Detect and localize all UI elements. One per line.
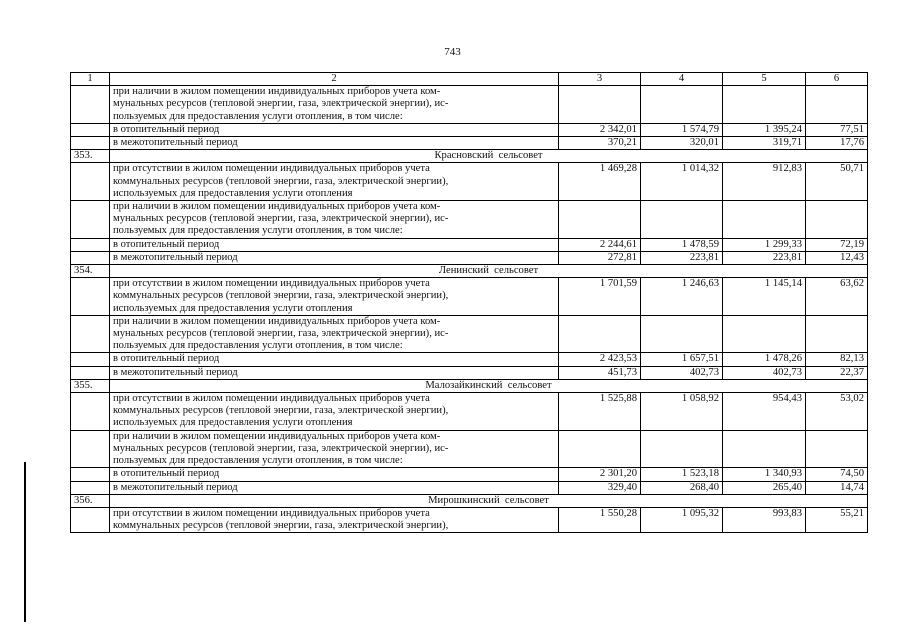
value-cell: 223,81 bbox=[641, 251, 723, 264]
description-row bbox=[71, 507, 868, 532]
value-cell: 1 469,28 bbox=[559, 163, 641, 201]
tariff-table bbox=[70, 72, 868, 533]
description-row bbox=[71, 163, 868, 201]
value-cell: 1 095,32 bbox=[641, 507, 723, 532]
row-number-cell bbox=[71, 251, 110, 264]
value-cell: 63,62 bbox=[806, 278, 868, 316]
description-line: используемых для предоставления услуги отопления bbox=[113, 417, 353, 429]
section-number: 354. bbox=[71, 265, 110, 278]
value-cell: 993,83 bbox=[723, 507, 806, 532]
value-cell: 2 423,53 bbox=[559, 353, 641, 366]
row-number-cell bbox=[71, 86, 110, 124]
period-value-row bbox=[71, 366, 868, 379]
value-cell: 2 301,20 bbox=[559, 468, 641, 481]
period-label: в отопительный период bbox=[110, 468, 559, 481]
period-label: в межотопительный период bbox=[110, 481, 559, 494]
row-number-cell bbox=[71, 393, 110, 431]
value-cell: 1 525,88 bbox=[559, 393, 641, 431]
value-cell: 1 299,33 bbox=[723, 238, 806, 251]
period-value-row bbox=[71, 353, 868, 366]
value-cell bbox=[641, 315, 723, 353]
column-number: 1 bbox=[71, 73, 110, 86]
column-number: 6 bbox=[806, 73, 868, 86]
value-cell: 1 478,59 bbox=[641, 238, 723, 251]
period-label: в отопительный период bbox=[110, 353, 559, 366]
row-number-cell bbox=[71, 238, 110, 251]
period-label: в отопительный период bbox=[110, 238, 559, 251]
description-cell bbox=[110, 393, 559, 431]
description-line: используемых для предоставления услуги отопления bbox=[113, 187, 353, 199]
section-header-row bbox=[71, 494, 868, 507]
value-cell: 223,81 bbox=[723, 251, 806, 264]
value-cell: 1 550,28 bbox=[559, 507, 641, 532]
value-cell: 1 395,24 bbox=[723, 123, 806, 136]
description-line: пользуемых для предоставления услуги отопления, в том числе: bbox=[113, 110, 403, 122]
description-cell bbox=[110, 315, 559, 353]
description-line: при наличии в жилом помещении индивидуальных приборов учета ком- bbox=[113, 201, 441, 213]
row-number-cell bbox=[71, 278, 110, 316]
column-number: 2 bbox=[110, 73, 559, 86]
description-line: коммунальных ресурсов (тепловой энергии, газа, электрической энергии), bbox=[113, 405, 449, 417]
value-cell: 1 058,92 bbox=[641, 393, 723, 431]
section-number: 353. bbox=[71, 150, 110, 163]
value-cell: 1 523,18 bbox=[641, 468, 723, 481]
description-row bbox=[71, 393, 868, 431]
value-cell: 1 701,59 bbox=[559, 278, 641, 316]
description-row bbox=[71, 315, 868, 353]
value-cell: 272,81 bbox=[559, 251, 641, 264]
value-cell bbox=[806, 201, 868, 239]
value-cell: 319,71 bbox=[723, 137, 806, 150]
period-label: в межотопительный период bbox=[110, 251, 559, 264]
section-header-row bbox=[71, 265, 868, 278]
tariff-table-body bbox=[71, 73, 868, 533]
description-line: пользуемых для предоставления услуги отопления, в том числе: bbox=[113, 225, 403, 237]
description-line: коммунальных ресурсов (тепловой энергии, газа, электрической энергии), bbox=[113, 175, 449, 187]
period-value-row bbox=[71, 137, 868, 150]
column-number: 5 bbox=[723, 73, 806, 86]
row-number-cell bbox=[71, 430, 110, 468]
period-value-row bbox=[71, 238, 868, 251]
description-line: мунальных ресурсов (тепловой энергии, газа, электрической энергии), ис- bbox=[113, 213, 449, 225]
value-cell bbox=[559, 86, 641, 124]
row-number-cell bbox=[71, 468, 110, 481]
description-cell bbox=[110, 278, 559, 316]
description-line: при отсутствии в жилом помещении индивидуальных приборов учета bbox=[113, 278, 430, 290]
value-cell: 17,76 bbox=[806, 137, 868, 150]
description-row bbox=[71, 278, 868, 316]
value-cell bbox=[641, 430, 723, 468]
period-label: в межотопительный период bbox=[110, 366, 559, 379]
period-label: в отопительный период bbox=[110, 123, 559, 136]
value-cell: 402,73 bbox=[641, 366, 723, 379]
row-number-cell bbox=[71, 315, 110, 353]
section-title: Мирошкинский сельсовет bbox=[110, 494, 868, 507]
period-value-row bbox=[71, 468, 868, 481]
row-number-cell bbox=[71, 137, 110, 150]
value-cell bbox=[723, 201, 806, 239]
section-number: 355. bbox=[71, 379, 110, 392]
description-line: коммунальных ресурсов (тепловой энергии, газа, электрической энергии), bbox=[113, 520, 449, 532]
row-number-cell bbox=[71, 366, 110, 379]
value-cell: 1 340,93 bbox=[723, 468, 806, 481]
value-cell: 72,19 bbox=[806, 238, 868, 251]
value-cell bbox=[641, 201, 723, 239]
description-cell bbox=[110, 86, 559, 124]
period-value-row bbox=[71, 481, 868, 494]
row-number-cell bbox=[71, 163, 110, 201]
value-cell: 1 574,79 bbox=[641, 123, 723, 136]
value-cell: 451,73 bbox=[559, 366, 641, 379]
value-cell: 77,51 bbox=[806, 123, 868, 136]
description-row bbox=[71, 201, 868, 239]
description-line: при отсутствии в жилом помещении индивидуальных приборов учета bbox=[113, 507, 430, 519]
description-cell bbox=[110, 201, 559, 239]
value-cell: 14,74 bbox=[806, 481, 868, 494]
section-title: Красновский сельсовет bbox=[110, 150, 868, 163]
section-header-row bbox=[71, 379, 868, 392]
period-value-row bbox=[71, 251, 868, 264]
description-line: мунальных ресурсов (тепловой энергии, газа, электрической энергии), ис- bbox=[113, 328, 449, 340]
value-cell: 1 246,63 bbox=[641, 278, 723, 316]
period-value-row bbox=[71, 123, 868, 136]
value-cell: 12,43 bbox=[806, 251, 868, 264]
description-line: при наличии в жилом помещении индивидуальных приборов учета ком- bbox=[113, 315, 441, 327]
value-cell: 74,50 bbox=[806, 468, 868, 481]
value-cell bbox=[559, 430, 641, 468]
row-number-cell bbox=[71, 507, 110, 532]
row-number-cell bbox=[71, 201, 110, 239]
description-line: коммунальных ресурсов (тепловой энергии, газа, электрической энергии), bbox=[113, 290, 449, 302]
value-cell: 402,73 bbox=[723, 366, 806, 379]
value-cell bbox=[723, 430, 806, 468]
row-number-cell bbox=[71, 481, 110, 494]
value-cell bbox=[559, 201, 641, 239]
value-cell: 82,13 bbox=[806, 353, 868, 366]
value-cell: 53,02 bbox=[806, 393, 868, 431]
value-cell: 912,83 bbox=[723, 163, 806, 201]
description-line: пользуемых для предоставления услуги отопления, в том числе: bbox=[113, 455, 403, 467]
description-row bbox=[71, 86, 868, 124]
value-cell: 954,43 bbox=[723, 393, 806, 431]
description-row bbox=[71, 430, 868, 468]
scan-edge-mark bbox=[24, 462, 26, 622]
section-title: Ленинский сельсовет bbox=[110, 265, 868, 278]
description-line: используемых для предоставления услуги отопления bbox=[113, 302, 353, 314]
value-cell: 268,40 bbox=[641, 481, 723, 494]
value-cell bbox=[641, 86, 723, 124]
value-cell bbox=[559, 315, 641, 353]
description-line: при наличии в жилом помещении индивидуальных приборов учета ком- bbox=[113, 430, 441, 442]
description-cell bbox=[110, 507, 559, 532]
value-cell: 1 657,51 bbox=[641, 353, 723, 366]
value-cell: 1 145,14 bbox=[723, 278, 806, 316]
value-cell: 1 478,26 bbox=[723, 353, 806, 366]
value-cell: 50,71 bbox=[806, 163, 868, 201]
value-cell: 320,01 bbox=[641, 137, 723, 150]
value-cell: 1 014,32 bbox=[641, 163, 723, 201]
description-cell bbox=[110, 163, 559, 201]
value-cell: 2 342,01 bbox=[559, 123, 641, 136]
description-line: мунальных ресурсов (тепловой энергии, газа, электрической энергии), ис- bbox=[113, 98, 449, 110]
description-line: пользуемых для предоставления услуги отопления, в том числе: bbox=[113, 340, 403, 352]
page-number: 743 bbox=[444, 46, 461, 58]
period-label: в межотопительный период bbox=[110, 137, 559, 150]
section-number: 356. bbox=[71, 494, 110, 507]
value-cell: 370,21 bbox=[559, 137, 641, 150]
column-number: 3 bbox=[559, 73, 641, 86]
value-cell: 2 244,61 bbox=[559, 238, 641, 251]
section-header-row bbox=[71, 150, 868, 163]
section-title: Малозайкинский сельсовет bbox=[110, 379, 868, 392]
description-line: мунальных ресурсов (тепловой энергии, газа, электрической энергии), ис- bbox=[113, 442, 449, 454]
value-cell: 55,21 bbox=[806, 507, 868, 532]
column-number: 4 bbox=[641, 73, 723, 86]
value-cell bbox=[806, 430, 868, 468]
value-cell: 329,40 bbox=[559, 481, 641, 494]
description-cell bbox=[110, 430, 559, 468]
value-cell bbox=[806, 86, 868, 124]
value-cell bbox=[806, 315, 868, 353]
value-cell bbox=[723, 315, 806, 353]
description-line: при наличии в жилом помещении индивидуальных приборов учета ком- bbox=[113, 86, 441, 98]
value-cell bbox=[723, 86, 806, 124]
value-cell: 265,40 bbox=[723, 481, 806, 494]
description-line: при отсутствии в жилом помещении индивидуальных приборов учета bbox=[113, 393, 430, 405]
column-number-row bbox=[71, 73, 868, 86]
row-number-cell bbox=[71, 353, 110, 366]
description-line: при отсутствии в жилом помещении индивидуальных приборов учета bbox=[113, 163, 430, 175]
row-number-cell bbox=[71, 123, 110, 136]
value-cell: 22,37 bbox=[806, 366, 868, 379]
